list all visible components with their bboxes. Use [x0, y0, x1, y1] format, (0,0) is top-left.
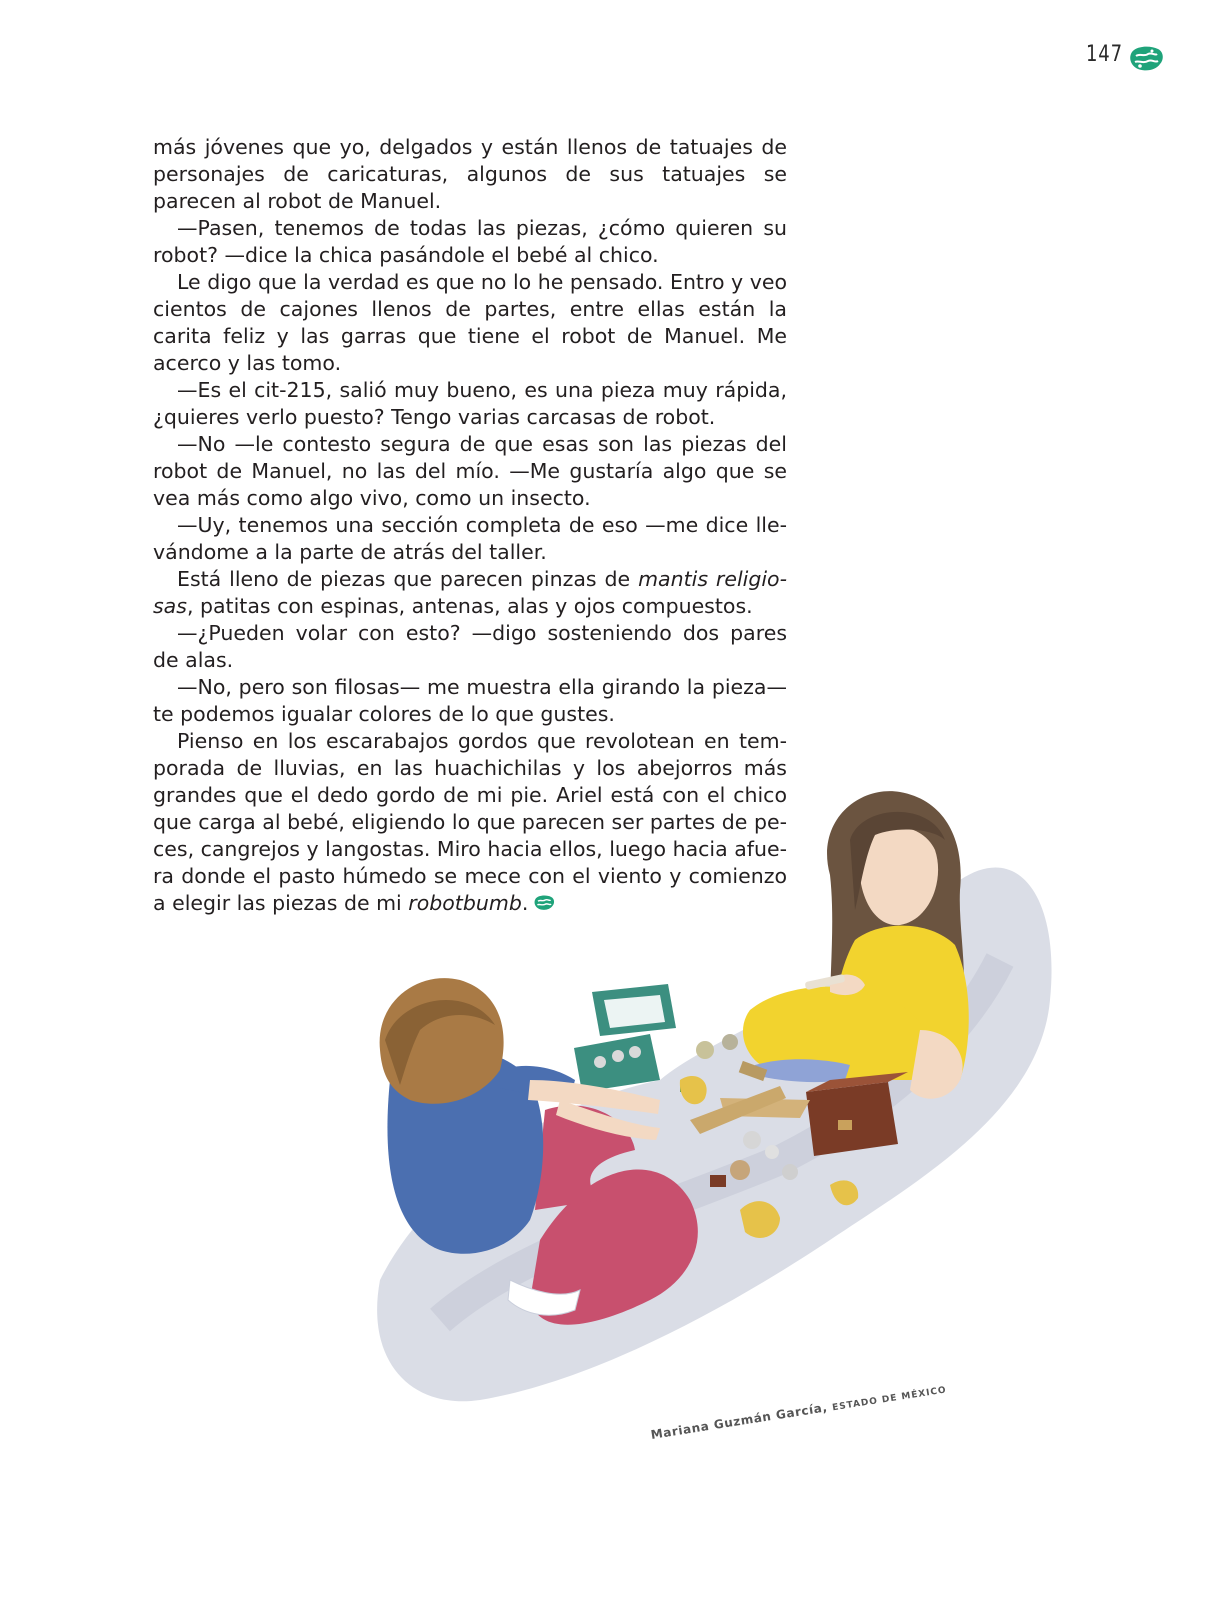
paragraph: —Pasen, tenemos de todas las piezas, ¿cómo quieren su robot? —dice la chica pasándole el bebé al chico. — [153, 216, 787, 267]
paragraph — [153, 566, 787, 620]
text-run: Está lleno de piezas que parecen pinzas de — [177, 567, 639, 591]
italic-text: robotbumb — [408, 891, 522, 915]
girl-yellow-dress — [743, 791, 969, 1099]
text-run: Pienso en los escarabajos gordos que revolotean en temporada de lluvias, en las huachichilas y los abejorros más grandes que el dedo gordo de mi pie. Ariel está con el chico que carga al bebé, eligiendo lo que parecen ser partes de peces, cangrejos y langostas. Miro hacia ellos, luego hacia afuera donde el pasto húmedo se mece con el viento y comienzo a elegir las piezas de mi — [153, 729, 787, 915]
credit-name: Mariana Guzmán García, — [649, 1400, 829, 1442]
page-number: 147 — [1086, 42, 1123, 67]
green-glyph-icon — [1126, 44, 1166, 74]
paragraph: —¿Pueden volar con esto? —digo sosteniendo dos pares de alas. — [153, 621, 787, 672]
paragraph: —No, pero son filosas— me muestra ella girando la pieza— te podemos igualar colores de lo que gustes. — [153, 675, 787, 726]
illustration-children-playing — [360, 780, 1080, 1420]
text-run: , patitas con espinas, antenas, alas y ojos compuestos. — [186, 594, 753, 618]
paragraph: más jóvenes que yo, delgados y están llenos de tatuajes de personajes de caricaturas, algunos de sus tatuajes se parecen al robot de Manuel. — [153, 135, 787, 213]
paragraph: —Uy, tenemos una sección completa de eso —me dice llevándome a la parte de atrás del taller. — [153, 513, 787, 564]
teal-box — [574, 984, 676, 1092]
paragraph: Le digo que la verdad es que no lo he pensado. Entro y veo cientos de cajones llenos de partes, entre ellas están la carita feliz y las garras que tiene el robot de Manuel. Me acerco y las tomo. — [153, 270, 787, 375]
italic-text: mantis religiosas — [153, 567, 788, 618]
paragraph: —Es el cit-215, salió muy bueno, es una pieza muy rápida, ¿quieres verlo puesto? Tengo varias carcasas de robot. — [153, 378, 787, 429]
credit-region: ESTADO DE MÉXICO — [831, 1385, 948, 1414]
paragraph: —No —le contesto segura de que esas son las piezas del robot de Manuel, no las del mío. —Me gustaría algo que se vea más como algo vivo, como un insecto. — [153, 432, 787, 510]
text-run: . — [521, 891, 529, 915]
